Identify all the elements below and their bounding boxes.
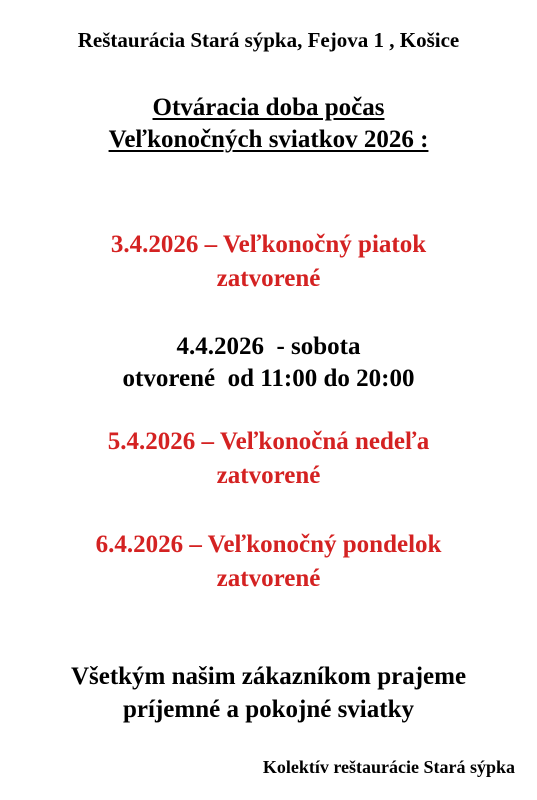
schedule-day-easter-monday: 6.4.2026 – Veľkonočný pondelok bbox=[95, 531, 442, 558]
opening-hours-title-line-2: Veľkonočných sviatkov 2026 : bbox=[108, 126, 429, 153]
staff-signature: Kolektív reštaurácie Stará sýpka bbox=[262, 757, 515, 777]
schedule-status-good-friday: zatvorené bbox=[216, 265, 321, 292]
schedule-day-good-friday: 3.4.2026 – Veľkonočný piatok bbox=[110, 231, 427, 258]
schedule-day-easter-sunday: 5.4.2026 – Veľkonočná nedeľa bbox=[107, 428, 430, 455]
schedule-status-saturday: otvorené od 11:00 do 20:00 bbox=[122, 365, 415, 392]
holiday-wishes-line-2: príjemné a pokojné sviatky bbox=[123, 696, 414, 723]
opening-hours-title-line-1: Otváracia doba počas bbox=[152, 94, 385, 121]
restaurant-address-header: Reštaurácia Stará sýpka, Fejova 1 , Košice bbox=[77, 28, 460, 52]
holiday-wishes-line-1: Všetkým našim zákazníkom prajeme bbox=[70, 663, 467, 690]
schedule-status-easter-monday: zatvorené bbox=[216, 565, 321, 592]
schedule-day-saturday: 4.4.2026 - sobota bbox=[176, 333, 361, 360]
schedule-status-easter-sunday: zatvorené bbox=[216, 462, 321, 489]
